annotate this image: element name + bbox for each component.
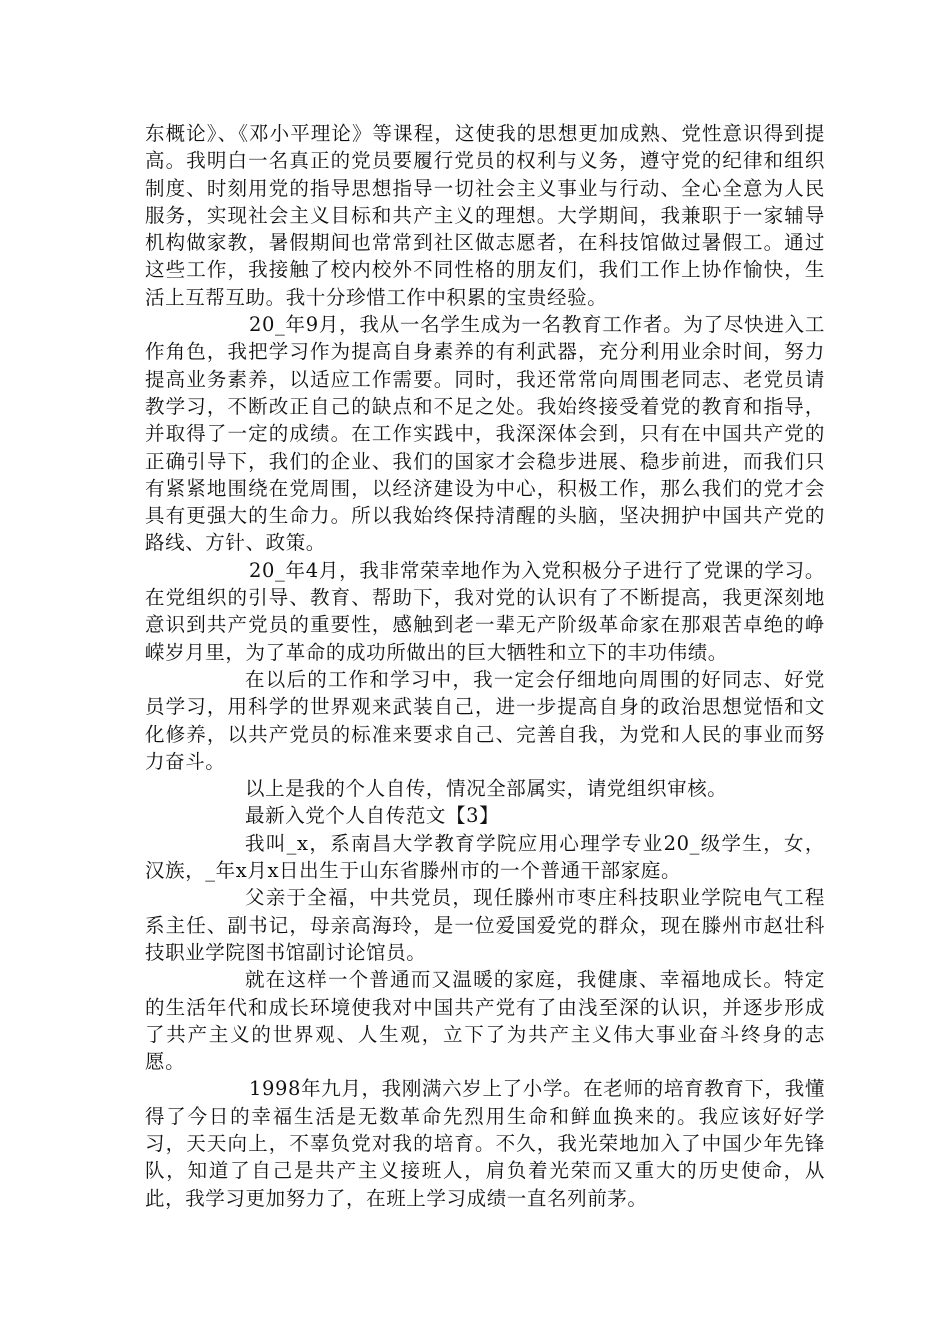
paragraph-5: 以上是我的个人自传，情况全部属实，请党组织审核。 [245,777,728,801]
paragraph-10: 1998年九月，我刚满六岁上了小学。在老师的培育教育下，我懂得了今日的幸福生活是无数革命先烈用生命和鲜血换来的。我应该好好学习，天天向上，不辜负党对我的培育。不久，我光荣地加入了中国少年先锋队，知道了自己是共产主义接班人，肩负着光荣而又重大的历史使命，从此，我学习更加努力了，在班上学习成绩一直名列前茅。 [145,1077,825,1210]
paragraph-9: 就在这样一个普通而又温暖的家庭，我健康、幸福地成长。特定的生活年代和成长环境使我对中国共产党有了由浅至深的认识，并逐步形成了共产主义的世界观、人生观，立下了为共产主义伟大事业奋斗终身的志愿。 [145,968,825,1074]
paragraph-8: 父亲于全福，中共党员，现任滕州市枣庄科技职业学院电气工程系主任、副书记，母亲高海玲，是一位爱国爱党的群众，现在滕州市赵壮科技职业学院图书馆副讨论馆员。 [145,886,825,964]
paragraph-1: 东概论》、《邓小平理论》等课程，这使我的思想更加成熟、党性意识得到提高。我明白一名真正的党员要履行党员的权利与义务，遵守党的纪律和组织制度、时刻用党的指导思想指导一切社会主义事业与行动、全心全意为人民服务，实现社会主义目标和共产主义的理想。大学期间，我兼职于一家辅导机构做家教，暑假期间也常常到社区做志愿者，在科技馆做过暑假工。通过这些工作，我接触了校内校外不同性格的朋友们，我们工作上协作愉快，生活上互帮互助。我十分珍惜工作中积累的宝贵经验。 [145,122,825,309]
paragraph-2: 20_年9月，我从一名学生成为一名教育工作者。为了尽快进入工作角色，我把学习作为提高自身素养的有利武器，充分利用业余时间，努力提高业务素养，以适应工作需要。同时，我还常常向周围老同志、老党员请教学习，不断改正自己的缺点和不足之处。我始终接受着党的教育和指导，并取得了一定的成绩。在工作实践中，我深深体会到，只有在中国共产党的正确引导下，我们的企业、我们的国家才会稳步进展、稳步前进，而我们只有紧紧地围绕在党周围，以经济建设为中心，积极工作，那么我们的党才会具有更强大的生命力。所以我始终保持清醒的头脑，坚决拥护中国共产党的路线、方针、政策。 [145,313,825,555]
section-heading: 最新入党个人自传范文【3】 [245,804,500,828]
paragraph-7: 我叫_x，系南昌大学教育学院应用心理学专业20_级学生，女，汉族，_年x月x日出生于山东省滕州市的一个普通干部家庭。 [145,831,825,883]
paragraph-4: 在以后的工作和学习中，我一定会仔细地向周围的好同志、好党员学习，用科学的世界观来武装自己，进一步提高自身的政治思想觉悟和文化修养，以共产党员的标准来要求自己、完善自我，为党和人民的事业而努力奋斗。 [145,667,825,773]
document-body [145,120,825,1212]
paragraph-3: 20_年4月，我非常荣幸地作为入党积极分子进行了党课的学习。在党组织的引导、教育、帮助下，我对党的认识有了不断提高，我更深刻地意识到共产党员的重要性，感触到老一辈无产阶级革命家在那艰苦卓绝的峥嵘岁月里，为了革命的成功所做出的巨大牺牲和立下的丰功伟绩。 [145,558,825,664]
